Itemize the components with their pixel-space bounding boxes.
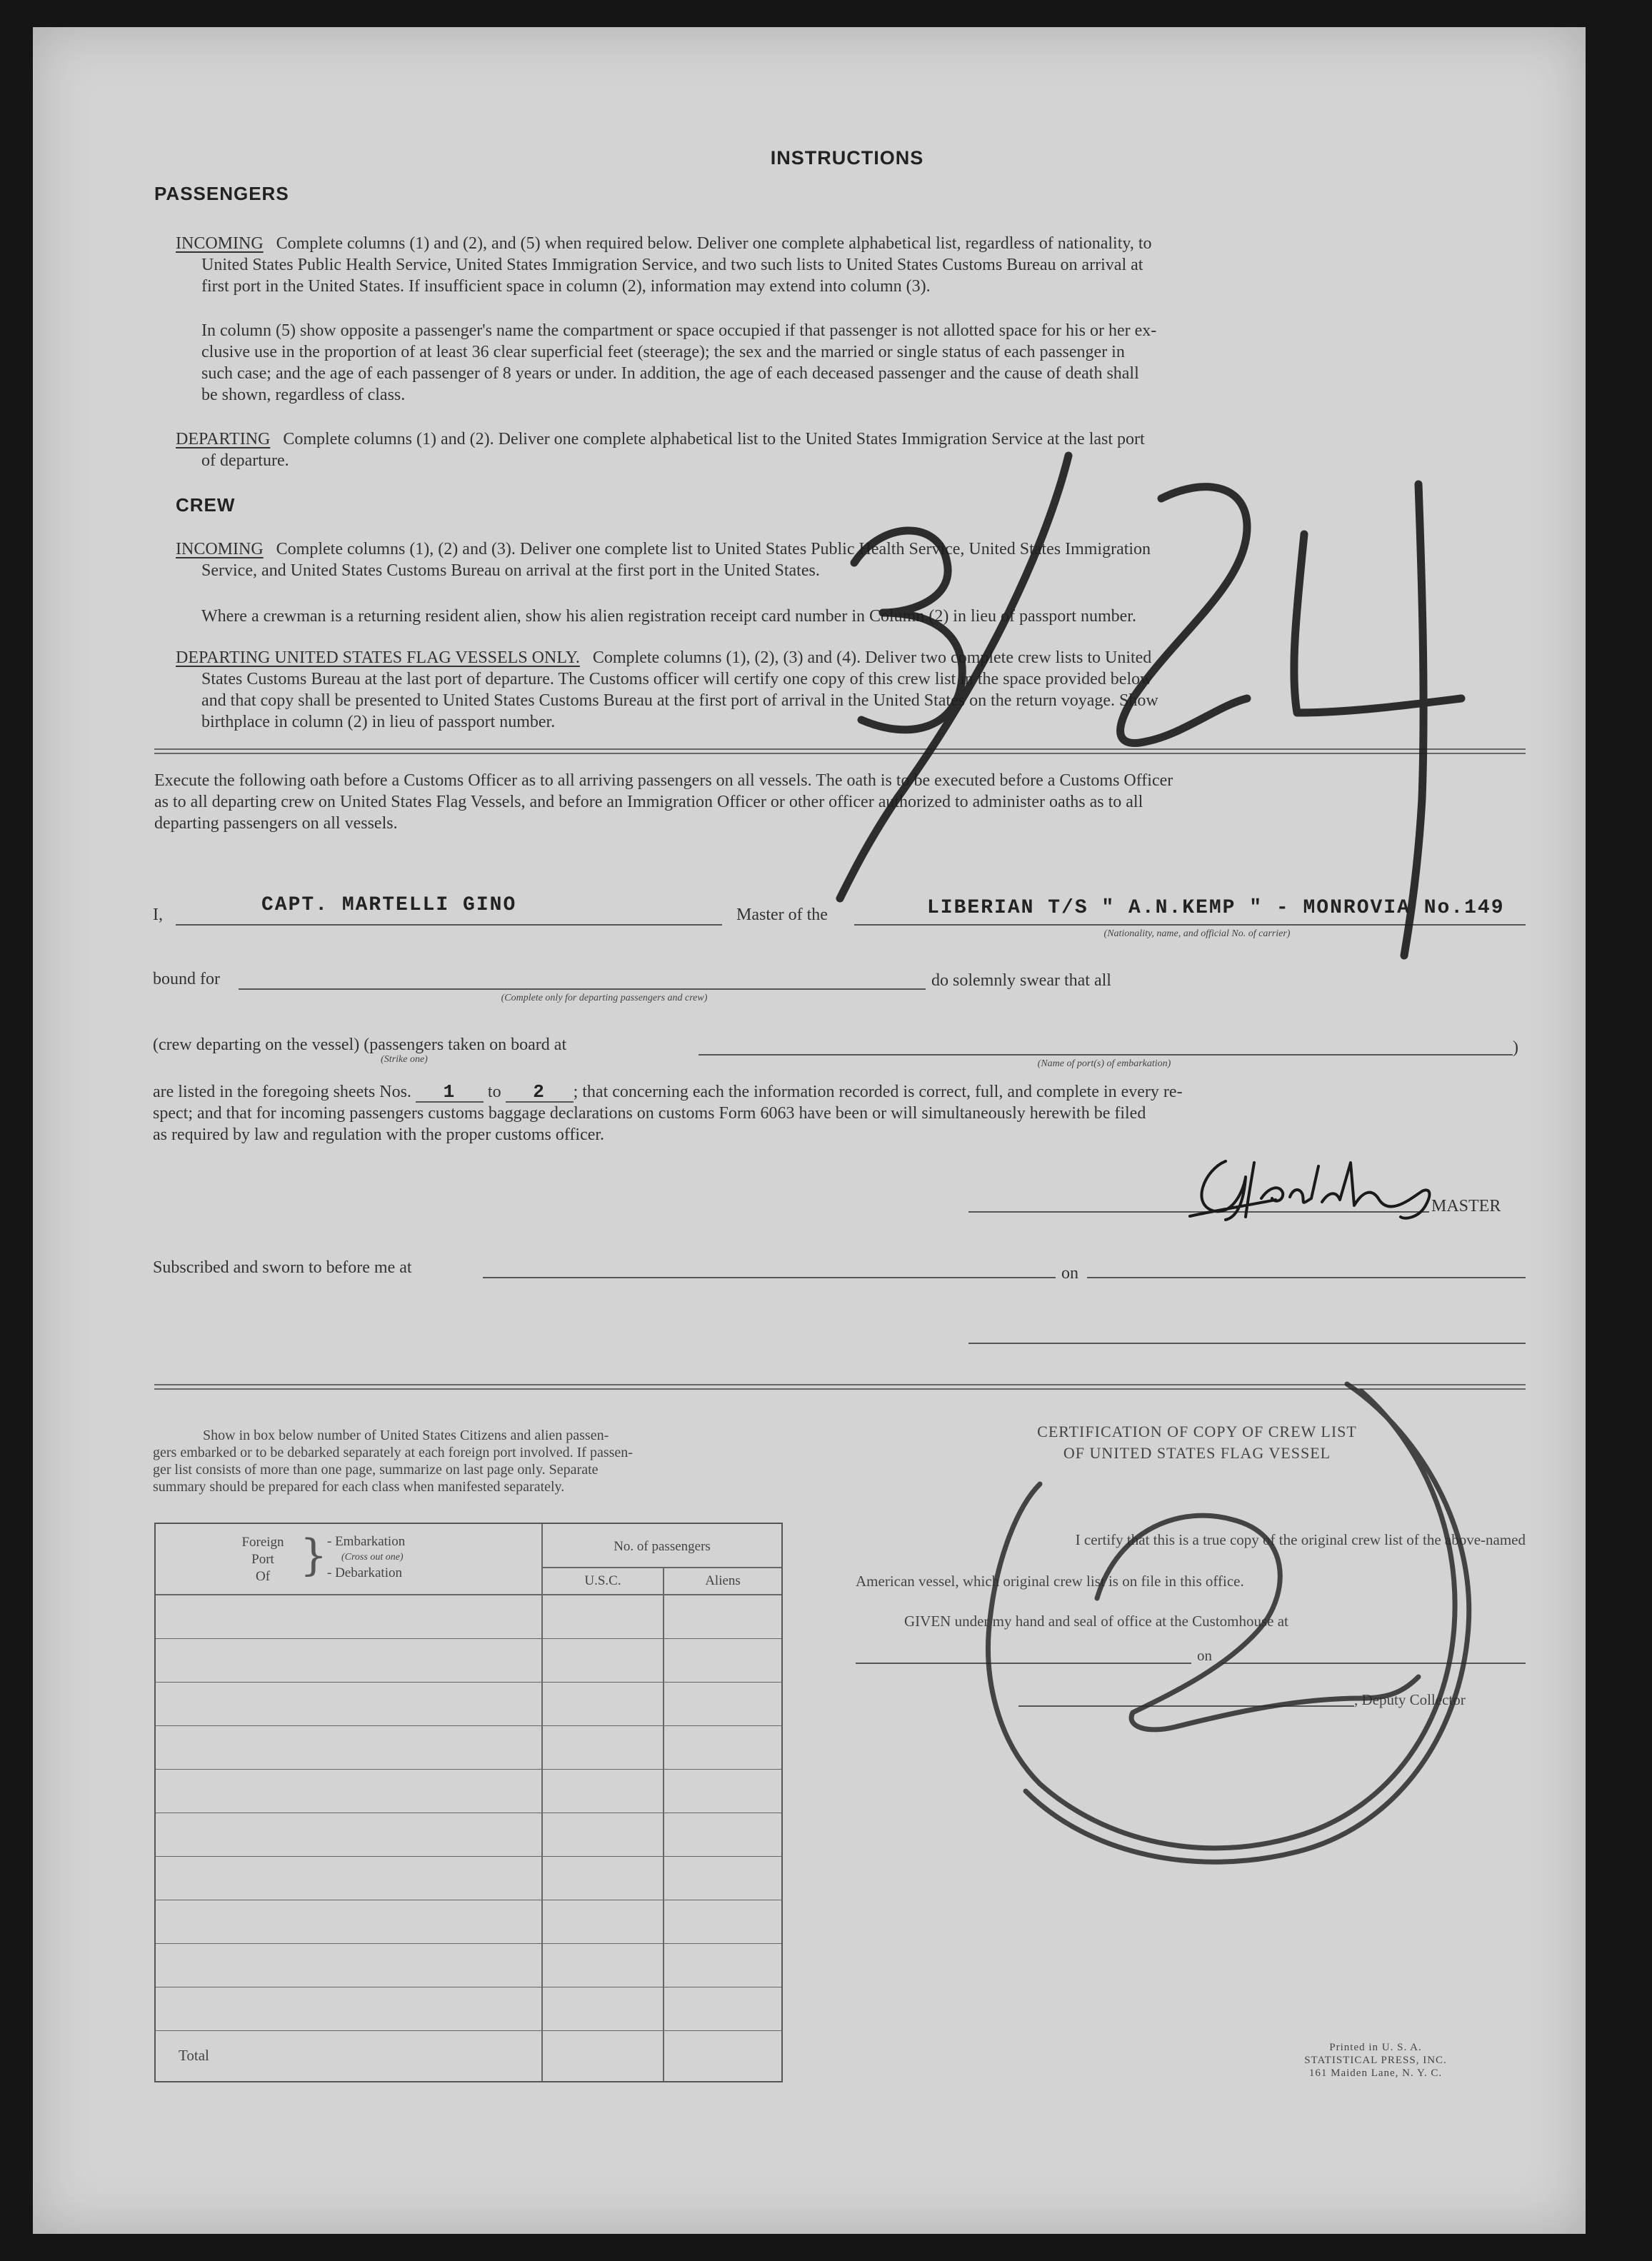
crew-incoming-text: Service, and United States Customs Bureau on arrival at the first port in the United States. bbox=[201, 561, 820, 580]
summary-text: gers embarked or to be debarked separately at each foreign port involved. If passen- bbox=[153, 1445, 633, 1460]
brace-glyph: } bbox=[300, 1530, 328, 1580]
customhouse-line bbox=[856, 1663, 1191, 1664]
crew-departing-block bbox=[176, 647, 1504, 733]
foreign-port-text: Of bbox=[255, 1569, 271, 1584]
crew-departing-oath: (crew departing on the vessel) (passengers taken on board at bbox=[153, 1036, 567, 1054]
printer-text: Printed in U. S. A. bbox=[1329, 2042, 1422, 2053]
close-paren: ) bbox=[1513, 1038, 1518, 1057]
pass-incoming-text: United States Public Health Service, United States Immigration Service, and two such lists to United States Customs Bureau on arrival at bbox=[201, 256, 1143, 274]
certify-date-line bbox=[1221, 1663, 1526, 1664]
crew-departing-text: Complete columns (1), (2), (3) and (4). Deliver two complete crew lists to United bbox=[592, 648, 1152, 667]
departing-flag-label: DEPARTING UNITED STATES FLAG VESSELS ONLY. bbox=[176, 648, 580, 667]
table-row bbox=[156, 1856, 781, 1857]
usc-header: U.S.C. bbox=[584, 1573, 621, 1588]
vessel-caption: (Nationality, name, and official No. of carrier) bbox=[1103, 928, 1291, 939]
pass-incoming-text: Complete columns (1) and (2), and (5) when required below. Deliver one complete alphabetical list, regardless of nationality, to bbox=[276, 234, 1152, 253]
section-divider bbox=[154, 1384, 1526, 1390]
table-header-divider bbox=[541, 1567, 781, 1568]
oath-instruction-text: Execute the following oath before a Customs Officer as to all arriving passengers on all vessels. The oath is to be executed before a Customs Officer bbox=[154, 771, 1173, 790]
listed-line-3: as required by law and regulation with the proper customs officer. bbox=[153, 1126, 605, 1144]
table-row bbox=[156, 1769, 781, 1770]
passengers-heading: PASSENGERS bbox=[154, 183, 289, 204]
bound-for-line bbox=[239, 988, 926, 990]
column5-text: In column (5) show opposite a passenger's name the compartment or space occupied if that passenger is not allotted space for his or her ex- bbox=[201, 321, 1157, 340]
ports-line bbox=[699, 1054, 1513, 1056]
master-name-field[interactable]: CAPT. MARTELLI GINO bbox=[261, 894, 517, 916]
deputy-signature-line bbox=[1018, 1705, 1354, 1707]
certify-line: GIVEN under my hand and seal of office at the Customhouse at bbox=[904, 1613, 1288, 1630]
swear-label: do solemnly swear that all bbox=[931, 971, 1111, 990]
certify-on-label: on bbox=[1197, 1647, 1212, 1664]
summary-text: ger list consists of more than one page, summarize on last page only. Separate bbox=[153, 1462, 599, 1478]
foreign-port-text: Foreign bbox=[241, 1535, 284, 1550]
table-column-divider bbox=[541, 1524, 543, 2081]
crew-departing-text: birthplace in column (2) in lieu of passport number. bbox=[201, 713, 556, 731]
crew-incoming-text: Complete columns (1), (2) and (3). Deliver one complete list to United States Public Health Service, United States Immigration bbox=[276, 540, 1151, 558]
embarkation-options bbox=[327, 1534, 405, 1581]
cross-out-label: (Cross out one) bbox=[341, 1552, 404, 1563]
table-row bbox=[156, 1943, 781, 1944]
crew-departing-text: and that copy shall be presented to United States Customs Bureau at the first port of arrival in the United States on the return voyage. Show bbox=[201, 691, 1158, 710]
passenger-summary-table bbox=[154, 1523, 783, 2082]
listed-label: are listed in the foregoing sheets Nos. bbox=[153, 1083, 411, 1101]
sheet-from-field[interactable]: 1 bbox=[416, 1083, 484, 1103]
certification-title-text: OF UNITED STATES FLAG VESSEL bbox=[1063, 1444, 1331, 1462]
subscribed-label: Subscribed and sworn to before me at bbox=[153, 1258, 412, 1277]
printer-text: 161 Maiden Lane, N. Y. C. bbox=[1308, 2067, 1443, 2079]
column5-text: be shown, regardless of class. bbox=[201, 386, 406, 404]
certify-line: American vessel, which original crew list is on file in this office. bbox=[856, 1573, 1244, 1590]
sheet-to-field[interactable]: 2 bbox=[506, 1083, 574, 1103]
section-divider bbox=[154, 748, 1526, 754]
summary-text: summary should be prepared for each class when manifested separately. bbox=[153, 1479, 565, 1495]
printer-imprint bbox=[1261, 2041, 1490, 2080]
vessel-field[interactable]: LIBERIAN T/S " A.N.KEMP " - MONROVIA No.149 bbox=[927, 897, 1505, 919]
embarkation-label: - Embarkation bbox=[327, 1534, 406, 1549]
incoming-label: INCOMING bbox=[176, 234, 264, 253]
subscribed-date-line bbox=[1087, 1277, 1526, 1278]
crew-resident-text: Where a crewman is a returning resident alien, show his alien registration receipt card number in Column (2) in lieu of passport number. bbox=[201, 607, 1136, 626]
table-row bbox=[156, 1725, 781, 1726]
bound-for-caption: (Complete only for departing passengers and crew) bbox=[501, 993, 708, 1003]
departing-label: DEPARTING bbox=[176, 430, 271, 448]
table-row bbox=[156, 1638, 781, 1639]
bound-for-label: bound for bbox=[153, 970, 220, 988]
listed-line bbox=[153, 1081, 1526, 1103]
foreign-port-header bbox=[227, 1534, 299, 1585]
strike-caption: (Strike one) bbox=[381, 1054, 428, 1065]
printer-text: STATISTICAL PRESS, INC. bbox=[1304, 2055, 1447, 2066]
table-row bbox=[156, 1682, 781, 1683]
foreign-port-text: Port bbox=[251, 1552, 274, 1567]
column5-text: such case; and the age of each passenger of 8 years or under. In addition, the age of each deceased passenger and the cause of death shall bbox=[201, 364, 1139, 383]
pass-departing-text: of departure. bbox=[201, 451, 289, 470]
table-row bbox=[156, 2030, 781, 2031]
master-label: MASTER bbox=[1431, 1197, 1501, 1215]
certify-line: I certify that this is a true copy of the original crew list of the above-named bbox=[1075, 1531, 1526, 1548]
oath-i-label: I, bbox=[153, 906, 163, 924]
master-name-line bbox=[176, 924, 722, 926]
crew-incoming-block bbox=[176, 538, 1504, 581]
to-label: to bbox=[487, 1083, 501, 1101]
master-signature bbox=[1176, 1148, 1454, 1227]
table-header-bottom bbox=[156, 1594, 781, 1595]
crew-departing-text: States Customs Bureau at the last port of departure. The Customs officer will certify one copy of this crew list in the space provided below bbox=[201, 670, 1153, 688]
vessel-line bbox=[854, 924, 1526, 926]
oath-instruction-text: as to all departing crew on United States Flag Vessels, and before an Immigration Officer or other officer authorized to administer oaths as to all bbox=[154, 793, 1143, 811]
incoming-label: INCOMING bbox=[176, 540, 264, 558]
subscribed-on-label: on bbox=[1061, 1264, 1078, 1283]
table-column-divider bbox=[663, 1567, 664, 2081]
oath-instruction-text: departing passengers on all vessels. bbox=[154, 814, 398, 833]
certification-title-text: CERTIFICATION OF COPY OF CREW LIST bbox=[1037, 1423, 1357, 1440]
no-passengers-header: No. of passengers bbox=[614, 1539, 711, 1554]
passenger-incoming-block bbox=[176, 233, 1504, 297]
subscribed-place-line bbox=[483, 1277, 1056, 1278]
total-label: Total bbox=[179, 2047, 209, 2064]
master-signature-line bbox=[968, 1211, 1429, 1213]
pass-incoming-text: first port in the United States. If insufficient space in column (2), information may extend into column (3). bbox=[201, 277, 931, 296]
certification-title bbox=[926, 1421, 1468, 1464]
document-sheet bbox=[33, 27, 1586, 2234]
passenger-departing-block bbox=[176, 428, 1504, 471]
ports-caption: (Name of port(s) of embarkation) bbox=[1037, 1058, 1171, 1069]
summary-instructions bbox=[153, 1427, 824, 1495]
master-of-label: Master of the bbox=[736, 906, 828, 924]
pass-departing-text: Complete columns (1) and (2). Deliver one complete alphabetical list to the United States Immigration Service at the last port bbox=[283, 430, 1145, 448]
officer-signature-line bbox=[968, 1343, 1526, 1344]
debarkation-label: - Debarkation bbox=[327, 1565, 402, 1580]
listed-rest: ; that concerning each the information recorded is correct, full, and complete in every re- bbox=[573, 1083, 1183, 1101]
oath-instructions bbox=[154, 770, 1526, 834]
aliens-header: Aliens bbox=[705, 1573, 741, 1588]
listed-line-2: spect; and that for incoming passengers customs baggage declarations on customs Form 6063 have been or will simultaneously herewith be filed bbox=[153, 1104, 1146, 1123]
page-title: INSTRUCTIONS bbox=[770, 147, 924, 169]
crew-heading: CREW bbox=[176, 494, 236, 516]
summary-text: Show in box below number of United States Citizens and alien passen- bbox=[203, 1428, 609, 1443]
column5-text: clusive use in the proportion of at least 36 clear superficial feet (steerage); the sex and the married or single status of each passenger in bbox=[201, 343, 1125, 361]
column5-block bbox=[201, 320, 1504, 406]
deputy-collector-label: , Deputy Collector bbox=[1354, 1691, 1466, 1708]
